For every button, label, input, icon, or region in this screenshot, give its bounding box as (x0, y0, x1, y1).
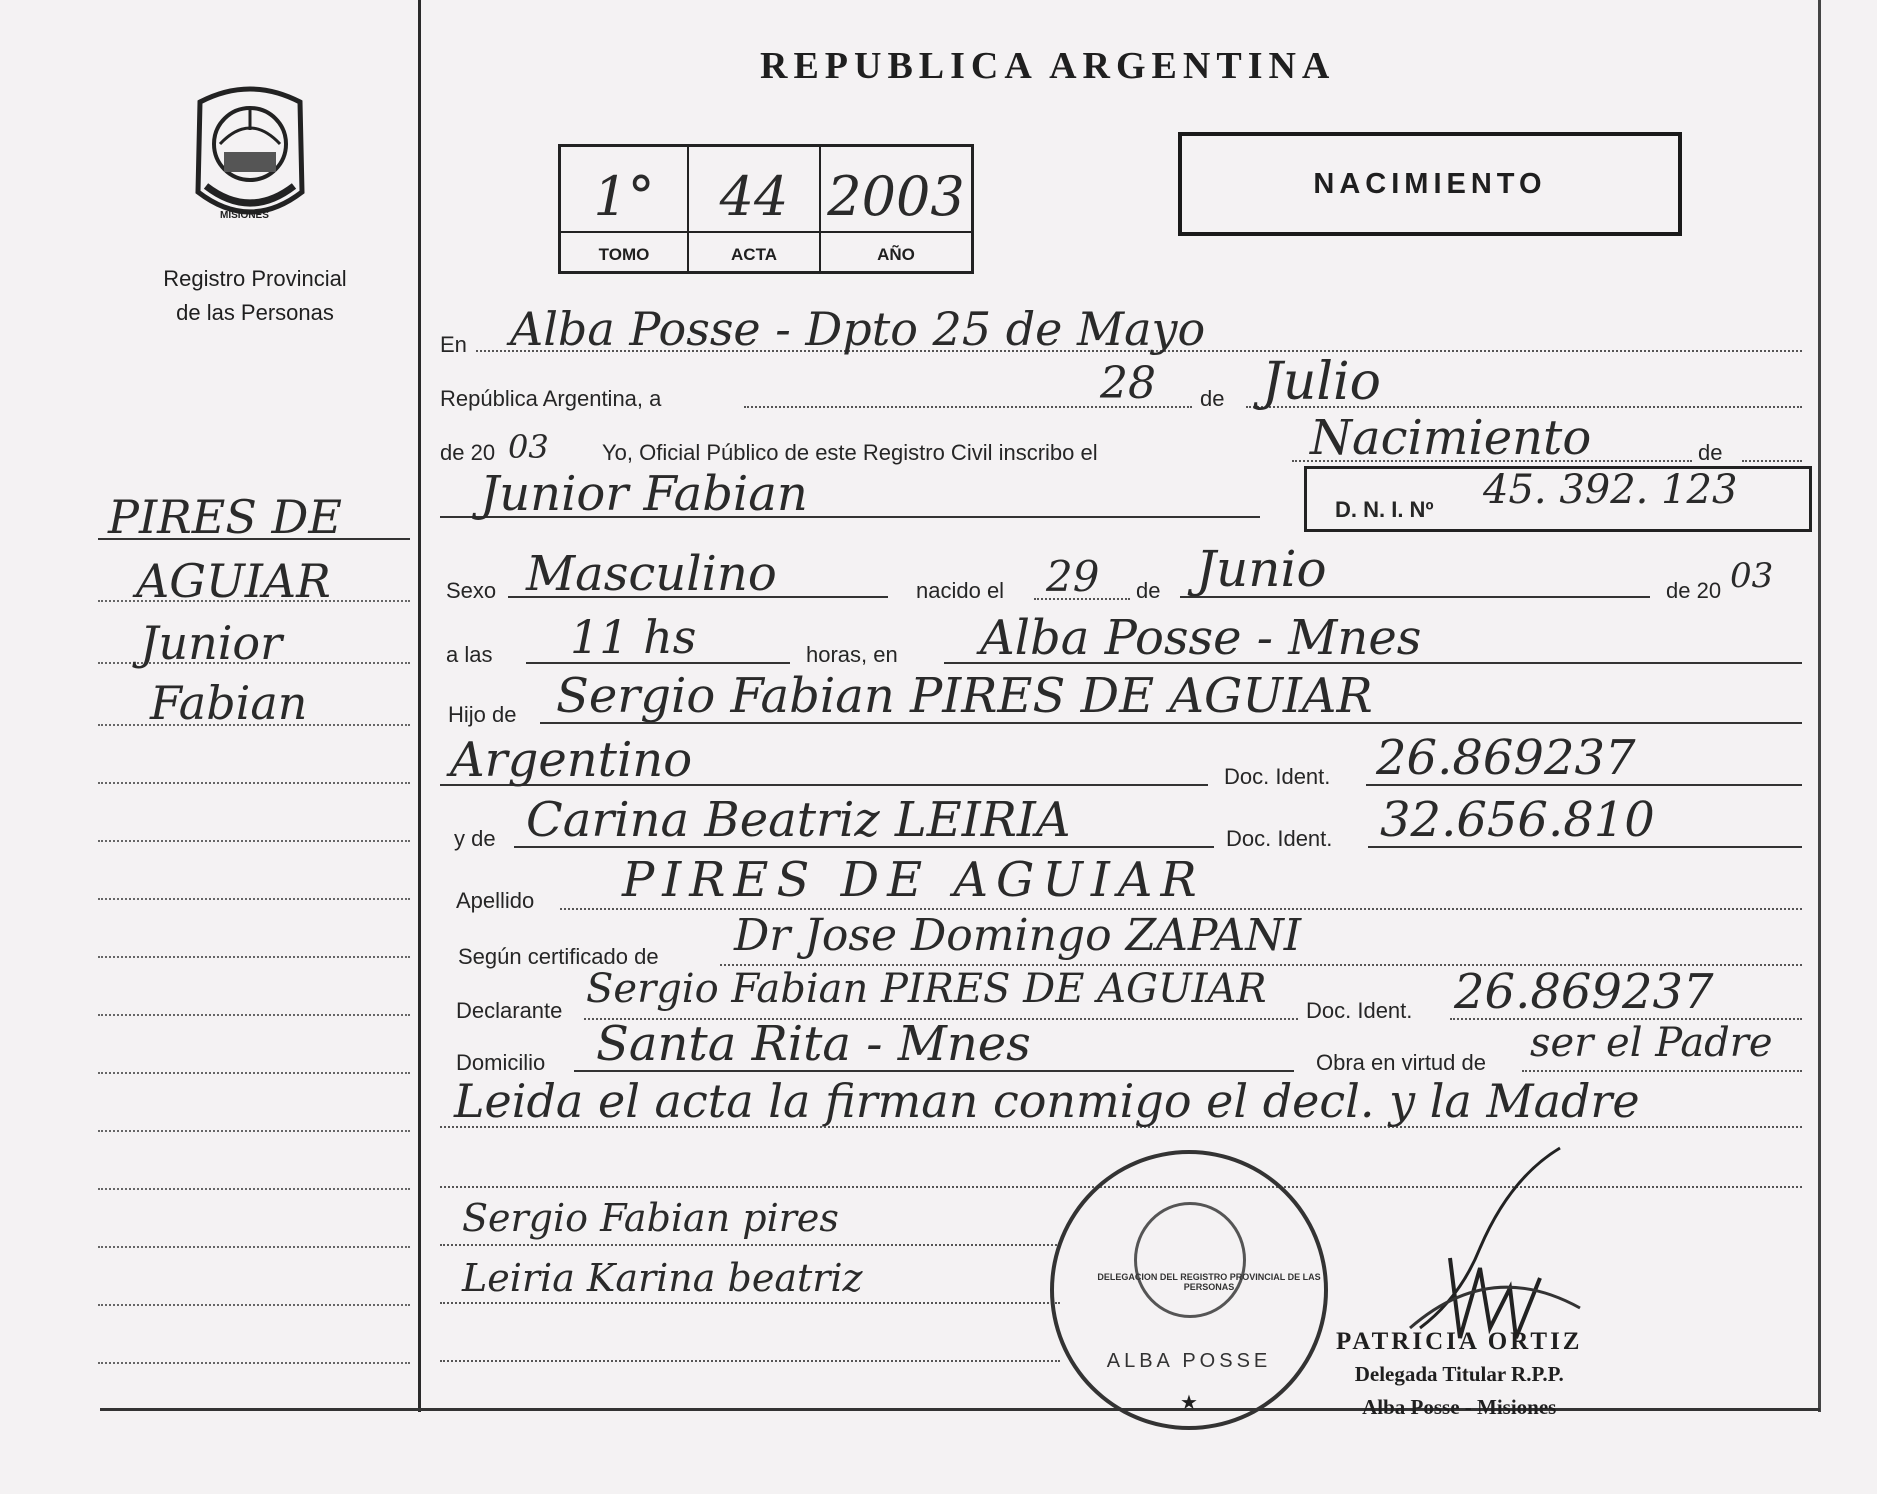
birth-day-value: 29 (1046, 552, 1100, 601)
place-value: Alba Posse - Mnes (980, 610, 1422, 666)
seal-emblem-icon (1134, 1202, 1246, 1318)
obra-value: ser el Padre (1530, 1020, 1773, 1066)
margin-rule (98, 1188, 410, 1190)
day-value: 28 (1100, 358, 1156, 409)
margin-rule (98, 1362, 410, 1364)
segun-value: Dr Jose Domingo ZAPANI (734, 910, 1302, 961)
margin-rule (98, 898, 410, 900)
month-value: Julio (1262, 352, 1381, 412)
mother-signature: Leiria Karina beatriz (462, 1256, 863, 1300)
official-name: PATRICIA ORTIZ (1336, 1328, 1583, 1355)
margin-rule (98, 840, 410, 842)
birth-year-value: 03 (1730, 556, 1774, 596)
margin-rule (98, 1304, 410, 1306)
margin-rule (98, 956, 410, 958)
nacido-label: nacido el (916, 578, 1005, 603)
acta-label: ACTA (731, 245, 777, 264)
tomo-label: TOMO (598, 245, 650, 264)
father-nationality-value: Argentino (450, 732, 693, 788)
father-name-value: Sergio Fabian PIRES DE AGUIAR (556, 668, 1373, 724)
ano-label: AÑO (877, 245, 915, 264)
ano-cell (821, 147, 971, 271)
mother-doc-value: 32.656.810 (1380, 792, 1655, 848)
certificate-type: NACIMIENTO (1313, 168, 1547, 200)
mother-doc-label: Doc. Ident. (1226, 826, 1333, 851)
de-label: de (1200, 386, 1225, 411)
obra-label: Obra en virtud de (1316, 1050, 1486, 1075)
margin-surname-1: PIRES DE (108, 490, 342, 544)
republica-label: República Argentina, a (440, 386, 662, 411)
star-icon: ★ (1180, 1392, 1198, 1414)
declarante-label: Declarante (456, 998, 563, 1023)
seal-rim-text: DELEGACION DEL REGISTRO PROVINCIAL DE LAS PERSONAS (1097, 1272, 1321, 1292)
hour-value: 11 hs (570, 610, 697, 664)
father-doc-label: Doc. Ident. (1224, 764, 1331, 789)
margin-given-2: Fabian (150, 676, 308, 730)
registry-name (120, 262, 390, 330)
official-signature-block (1336, 1328, 1582, 1420)
seal-town: ALBA POSSE (1106, 1350, 1272, 1372)
domicilio-label: Domicilio (456, 1050, 546, 1075)
hijo-label: Hijo de (448, 702, 517, 727)
inscribo-value: Nacimiento (1310, 410, 1592, 466)
yo-label: Yo, Oficial Público de este Registro Civil inscribo el (602, 440, 1098, 465)
tomo-value: 1° (593, 165, 655, 228)
dni-label: D. N. I. Nº (1335, 497, 1434, 522)
alas-label: a las (446, 642, 493, 667)
closing-note: Leida el acta la firman conmigo el decl. y la Madre (454, 1074, 1640, 1128)
official-seal-stamp (1050, 1150, 1328, 1430)
acta-cell (689, 147, 821, 271)
record-number-box (558, 144, 974, 274)
apellido-value: PIRES DE AGUIAR (622, 852, 1205, 908)
de-line-2 (1742, 446, 1802, 462)
margin-rule (98, 1072, 410, 1074)
right-border (1818, 0, 1821, 1412)
margin-rule (98, 1130, 410, 1132)
en-value: Alba Posse - Dpto 25 de Mayo (510, 302, 1206, 356)
mother-name-value: Carina Beatriz LEIRIA (526, 792, 1071, 848)
acta-value: 44 (719, 165, 789, 228)
declarante-value: Sergio Fabian PIRES DE AGUIAR (586, 966, 1267, 1012)
body-rule (440, 1346, 1060, 1362)
official-location: Alba Posse - Misiones (1362, 1395, 1557, 1419)
official-title: Delegada Titular R.P.P. (1354, 1362, 1564, 1386)
registry-line1: Registro Provincial (163, 266, 347, 291)
certificate-type-box (1178, 132, 1682, 236)
margin-rule (98, 1014, 410, 1016)
horas-label: horas, en (806, 642, 898, 667)
en-label: En (440, 332, 467, 357)
father-signature: Sergio Fabian pires (462, 1196, 839, 1240)
declarante-doc-label: Doc. Ident. (1306, 998, 1413, 1023)
margin-divider (418, 0, 421, 1412)
year-value: 03 (508, 428, 549, 466)
apellido-label: Apellido (456, 888, 535, 913)
emblem-text: MISIONES (220, 210, 269, 221)
declarante-doc-value: 26.869237 (1454, 964, 1714, 1020)
child-name-value: Junior Fabian (480, 466, 808, 522)
father-doc-value: 26.869237 (1376, 730, 1636, 786)
sexo-value: Masculino (526, 546, 777, 602)
margin-given-1: Junior (140, 616, 283, 670)
margin-rule (98, 782, 410, 784)
official-signature-scribble (1390, 1138, 1590, 1353)
yde-label: y de (454, 826, 496, 851)
de-label-2: de (1698, 440, 1723, 465)
margin-rule (98, 1246, 410, 1248)
sexo-label: Sexo (446, 578, 497, 603)
birth-year-prefix: de 20 (1666, 578, 1722, 603)
dni-value: 45. 392. 123 (1483, 467, 1738, 513)
registry-line2: de las Personas (176, 300, 334, 325)
country-title: REPUBLICA ARGENTINA (760, 45, 1336, 87)
domicilio-value: Santa Rita - Mnes (596, 1016, 1031, 1072)
ano-value: 2003 (827, 165, 965, 228)
birth-month-value: Junio (1196, 540, 1327, 598)
de-label-3: de (1136, 578, 1161, 603)
margin-surname-2: AGUIAR (136, 554, 331, 608)
segun-label: Según certificado de (458, 944, 659, 969)
dni-box (1304, 466, 1812, 532)
tomo-cell (561, 147, 689, 271)
year-prefix: de 20 (440, 440, 496, 465)
